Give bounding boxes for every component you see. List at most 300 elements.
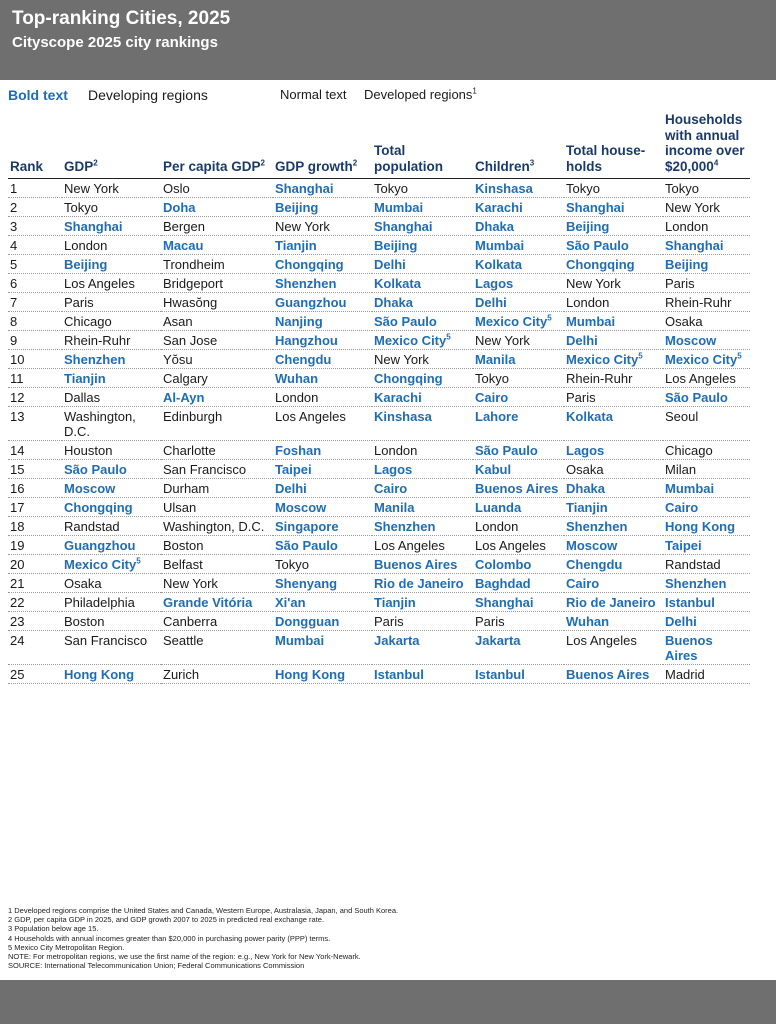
city-name: Mumbai (275, 633, 325, 648)
city-name: Xi'an (275, 595, 306, 610)
city-cell (473, 255, 564, 274)
city-name: Dhaka (374, 295, 414, 310)
city-cell (161, 179, 273, 198)
city-cell (564, 479, 663, 498)
city-cell (62, 555, 161, 574)
city-name: Moscow (64, 481, 116, 496)
city-cell (663, 369, 750, 388)
column-header (273, 112, 372, 179)
city-cell (663, 574, 750, 593)
city-cell (564, 665, 663, 684)
city-cell (663, 517, 750, 536)
city-name: Oslo (163, 181, 190, 196)
rank-cell: 10 (8, 350, 62, 369)
city-name: Osaka (566, 462, 604, 477)
city-name: Shenzhen (374, 519, 436, 534)
city-name: Guangzhou (275, 295, 347, 310)
city-name: São Paulo (475, 443, 538, 458)
city-name: São Paulo (64, 462, 127, 477)
city-name: Zurich (163, 667, 200, 682)
city-name: Chongqing (566, 257, 635, 272)
city-name: Calgary (163, 371, 208, 386)
city-cell (161, 274, 273, 293)
city-cell (161, 555, 273, 574)
city-cell (473, 612, 564, 631)
city-name: Beijing (275, 200, 319, 215)
city-name: Shenzhen (566, 519, 628, 534)
city-cell (663, 217, 750, 236)
city-cell (161, 198, 273, 217)
city-cell (161, 217, 273, 236)
city-cell (273, 574, 372, 593)
city-cell (473, 312, 564, 331)
city-cell (273, 350, 372, 369)
column-header (161, 112, 273, 179)
city-cell (273, 665, 372, 684)
city-cell (161, 293, 273, 312)
legend-normal-meaning (364, 87, 477, 102)
city-name: Mexico City (566, 352, 639, 367)
city-cell (473, 536, 564, 555)
rank-cell: 23 (8, 612, 62, 631)
city-cell (663, 593, 750, 612)
city-cell (372, 331, 473, 350)
column-header (564, 112, 663, 179)
city-cell (372, 312, 473, 331)
city-cell (161, 498, 273, 517)
city-name: San Jose (163, 333, 218, 348)
city-name: Los Angeles (665, 371, 736, 386)
city-name: Paris (475, 614, 505, 629)
city-name: Kolkata (475, 257, 522, 272)
city-name: Shanghai (64, 219, 123, 234)
table-row (8, 536, 750, 555)
table-body (8, 179, 750, 684)
city-cell (473, 217, 564, 236)
city-name: Hong Kong (665, 519, 736, 534)
city-cell (473, 517, 564, 536)
city-cell (473, 350, 564, 369)
city-name: Kinshasa (475, 181, 533, 196)
city-cell (62, 479, 161, 498)
header-band (0, 0, 776, 80)
table-row (8, 441, 750, 460)
city-cell (564, 574, 663, 593)
city-cell (161, 331, 273, 350)
city-cell (564, 441, 663, 460)
city-cell (62, 460, 161, 479)
city-name: Beijing (665, 257, 709, 272)
city-cell (372, 441, 473, 460)
footnotes (8, 906, 768, 970)
city-cell (161, 517, 273, 536)
city-name: Shenzhen (665, 576, 727, 591)
city-name: Tianjin (64, 371, 106, 386)
city-name: Mumbai (374, 200, 424, 215)
column-header (8, 112, 62, 179)
city-cell (62, 574, 161, 593)
city-cell (273, 407, 372, 441)
city-cell (62, 631, 161, 665)
city-name: London (475, 519, 519, 534)
city-name: Randstad (665, 557, 721, 572)
city-name: Nanjing (275, 314, 323, 329)
city-cell (473, 498, 564, 517)
city-name: Tianjin (566, 500, 608, 515)
city-cell (62, 217, 161, 236)
rank-cell: 24 (8, 631, 62, 665)
city-cell (564, 407, 663, 441)
city-cell (161, 236, 273, 255)
city-cell (273, 217, 372, 236)
city-cell (564, 517, 663, 536)
city-name: New York (566, 276, 621, 291)
city-cell (273, 293, 372, 312)
rank-cell: 12 (8, 388, 62, 407)
city-cell (273, 631, 372, 665)
city-name: San Francisco (163, 462, 247, 477)
city-cell (372, 198, 473, 217)
city-name: Los Angeles (475, 538, 546, 553)
city-name: Los Angeles (566, 633, 637, 648)
city-cell (473, 369, 564, 388)
city-cell (62, 407, 161, 441)
city-name: New York (163, 576, 218, 591)
city-name: Shanghai (374, 219, 433, 234)
city-cell (62, 274, 161, 293)
city-cell (564, 498, 663, 517)
city-name: Rio de Janeiro (566, 595, 656, 610)
city-name: Mexico City (665, 352, 738, 367)
city-name: Trondheim (163, 257, 225, 272)
city-name: Philadelphia (64, 595, 135, 610)
column-header-label: Total population (374, 143, 443, 174)
city-name: Hong Kong (275, 667, 346, 682)
city-name: Rhein-Ruhr (566, 371, 633, 386)
table-row (8, 517, 750, 536)
city-cell (372, 460, 473, 479)
city-name: Canberra (163, 614, 218, 629)
city-name: Mexico City (374, 333, 447, 348)
city-name: Beijing (566, 219, 610, 234)
city-name: Paris (566, 390, 596, 405)
city-name: Lagos (475, 276, 514, 291)
city-cell (663, 498, 750, 517)
city-cell (372, 479, 473, 498)
city-name: Istanbul (665, 595, 715, 610)
city-cell (663, 236, 750, 255)
city-name: Dongguan (275, 614, 340, 629)
city-cell (372, 665, 473, 684)
city-cell (663, 665, 750, 684)
city-cell (273, 198, 372, 217)
city-name: Tokyo (275, 557, 309, 572)
table-row (8, 255, 750, 274)
table-row (8, 369, 750, 388)
rank-cell: 14 (8, 441, 62, 460)
city-name: Hwasŏng (163, 295, 218, 310)
legend-bold-meaning: Developing regions (88, 87, 208, 103)
city-name: Baghdad (475, 576, 531, 591)
city-cell (161, 388, 273, 407)
city-name: Karachi (374, 390, 422, 405)
city-cell (273, 236, 372, 255)
city-cell (663, 331, 750, 350)
city-cell (372, 593, 473, 612)
city-cell (663, 350, 750, 369)
city-cell (161, 312, 273, 331)
city-cell (564, 631, 663, 665)
city-name: Asan (163, 314, 193, 329)
table-row (8, 236, 750, 255)
city-cell (564, 612, 663, 631)
legend-bold-label: Bold text (8, 87, 68, 103)
city-name: Belfast (163, 557, 203, 572)
city-name: Shanghai (665, 238, 724, 253)
city-cell (161, 536, 273, 555)
table-row (8, 179, 750, 198)
rank-cell: 13 (8, 407, 62, 441)
city-cell (663, 198, 750, 217)
column-header-label: Per capita GDP (163, 158, 261, 174)
column-header-label: Total house-holds (566, 143, 646, 174)
city-cell (372, 407, 473, 441)
city-cell (273, 555, 372, 574)
footnote-ref: 5 (446, 332, 451, 342)
table-row (8, 498, 750, 517)
city-name: Al-Ayn (163, 390, 205, 405)
city-cell (62, 517, 161, 536)
city-cell (62, 293, 161, 312)
city-cell (663, 631, 750, 665)
city-name: Rhein-Ruhr (64, 333, 131, 348)
footnote-ref: 4 (713, 158, 719, 167)
footnote-ref: 5 (638, 351, 643, 361)
city-cell (564, 555, 663, 574)
city-name: Shanghai (275, 181, 334, 196)
city-name: Mumbai (665, 481, 715, 496)
city-name: Osaka (64, 576, 102, 591)
city-name: London (566, 295, 610, 310)
city-cell (564, 388, 663, 407)
city-cell (564, 536, 663, 555)
city-cell (473, 293, 564, 312)
city-name: Lahore (475, 409, 519, 424)
city-cell (473, 236, 564, 255)
city-name: Boston (64, 614, 105, 629)
city-name: Durham (163, 481, 210, 496)
city-name: London (665, 219, 709, 234)
city-cell (273, 331, 372, 350)
city-cell (473, 631, 564, 665)
table-row (8, 388, 750, 407)
city-cell (473, 574, 564, 593)
city-name: Mumbai (566, 314, 616, 329)
city-name: Rio de Janeiro (374, 576, 464, 591)
city-cell (273, 479, 372, 498)
city-name: Houston (64, 443, 113, 458)
city-name: Hong Kong (64, 667, 135, 682)
city-cell (473, 441, 564, 460)
city-cell (62, 612, 161, 631)
rank-cell: 9 (8, 331, 62, 350)
city-cell (372, 236, 473, 255)
rank-cell: 22 (8, 593, 62, 612)
city-name: Yŏsu (163, 352, 193, 367)
city-cell (62, 198, 161, 217)
city-name: Shenzhen (275, 276, 337, 291)
city-name: Dallas (64, 390, 101, 405)
city-cell (564, 217, 663, 236)
table-row (8, 574, 750, 593)
city-cell (273, 593, 372, 612)
city-name: Los Angeles (64, 276, 135, 291)
legend-normal-label: Normal text (280, 87, 347, 102)
city-name: Rhein-Ruhr (665, 295, 732, 310)
city-name: Edinburgh (163, 409, 223, 424)
city-cell (473, 593, 564, 612)
city-name: Paris (374, 614, 404, 629)
city-cell (663, 555, 750, 574)
city-name: Seattle (163, 633, 204, 648)
city-name: Guangzhou (64, 538, 136, 553)
city-cell (473, 460, 564, 479)
city-cell (62, 350, 161, 369)
city-name: Moscow (275, 500, 327, 515)
rank-cell: 20 (8, 555, 62, 574)
city-name: Seoul (665, 409, 699, 424)
city-cell (564, 593, 663, 612)
city-name: Buenos Aires (374, 557, 458, 572)
city-cell (473, 665, 564, 684)
city-name: Wuhan (275, 371, 319, 386)
page-subtitle: Cityscope 2025 city rankings (12, 34, 218, 51)
city-cell (473, 479, 564, 498)
city-name: Paris (665, 276, 695, 291)
city-name: Lagos (374, 462, 413, 477)
city-cell (564, 350, 663, 369)
city-name: New York (275, 219, 330, 234)
rank-cell: 3 (8, 217, 62, 236)
city-name: Buenos Aires (475, 481, 559, 496)
city-name: Hangzhou (275, 333, 338, 348)
city-cell (273, 388, 372, 407)
city-cell (161, 593, 273, 612)
city-cell (473, 555, 564, 574)
city-name: Washington, D.C. (64, 409, 136, 439)
city-cell (372, 369, 473, 388)
city-cell (62, 255, 161, 274)
city-cell (564, 369, 663, 388)
city-name: New York (374, 352, 429, 367)
table-row (8, 612, 750, 631)
city-cell (161, 479, 273, 498)
city-name: Taipei (665, 538, 702, 553)
city-cell (62, 593, 161, 612)
footnote-line: 5 Mexico City Metropolitan Region. (8, 942, 125, 952)
table-row (8, 312, 750, 331)
footnote-ref: 2 (93, 158, 98, 167)
city-name: Delhi (374, 257, 406, 272)
table-row (8, 460, 750, 479)
rank-cell: 11 (8, 369, 62, 388)
city-name: Karachi (475, 200, 523, 215)
column-header-label: Rank (10, 158, 44, 174)
column-header (473, 112, 564, 179)
city-name: Buenos Aires (566, 667, 650, 682)
table-row (8, 593, 750, 612)
city-name: Shanghai (566, 200, 625, 215)
rank-cell: 2 (8, 198, 62, 217)
city-cell (372, 293, 473, 312)
rank-cell: 15 (8, 460, 62, 479)
city-cell (161, 665, 273, 684)
city-name: Cairo (566, 576, 600, 591)
city-cell (372, 217, 473, 236)
city-name: Randstad (64, 519, 120, 534)
city-name: Bergen (163, 219, 205, 234)
city-cell (161, 612, 273, 631)
city-cell (62, 312, 161, 331)
city-name: New York (475, 333, 530, 348)
city-cell (372, 498, 473, 517)
footnote-ref: 5 (547, 313, 552, 323)
city-name: Mexico City (475, 314, 548, 329)
city-cell (62, 441, 161, 460)
city-cell (273, 441, 372, 460)
footnote-ref: 3 (529, 158, 535, 167)
table-row (8, 407, 750, 441)
city-name: Jakarta (374, 633, 420, 648)
city-name: London (275, 390, 319, 405)
city-name: Charlotte (163, 443, 216, 458)
rank-cell: 6 (8, 274, 62, 293)
city-name: Moscow (665, 333, 717, 348)
city-name: Kolkata (374, 276, 421, 291)
footnote-ref: 2 (260, 158, 265, 167)
city-cell (161, 441, 273, 460)
city-name: Shenzhen (64, 352, 126, 367)
city-cell (663, 255, 750, 274)
city-cell (663, 479, 750, 498)
city-cell (273, 312, 372, 331)
city-name: Istanbul (475, 667, 525, 682)
city-name: São Paulo (566, 238, 629, 253)
city-cell (273, 274, 372, 293)
city-cell (372, 536, 473, 555)
city-name: Tokyo (64, 200, 98, 215)
column-header (372, 112, 473, 179)
city-name: Bridgeport (163, 276, 223, 291)
city-name: Shenyang (275, 576, 338, 591)
city-cell (564, 460, 663, 479)
city-name: Paris (64, 295, 94, 310)
city-cell (62, 665, 161, 684)
city-name: Delhi (566, 333, 598, 348)
city-name: Tokyo (475, 371, 509, 386)
city-name: Ulsan (163, 500, 197, 515)
rank-cell: 17 (8, 498, 62, 517)
city-cell (663, 536, 750, 555)
table-row (8, 350, 750, 369)
city-name: Tokyo (566, 181, 600, 196)
rank-cell: 7 (8, 293, 62, 312)
city-cell (372, 612, 473, 631)
rank-cell: 4 (8, 236, 62, 255)
city-name: Moscow (566, 538, 618, 553)
city-name: Colombo (475, 557, 532, 572)
city-cell (273, 460, 372, 479)
